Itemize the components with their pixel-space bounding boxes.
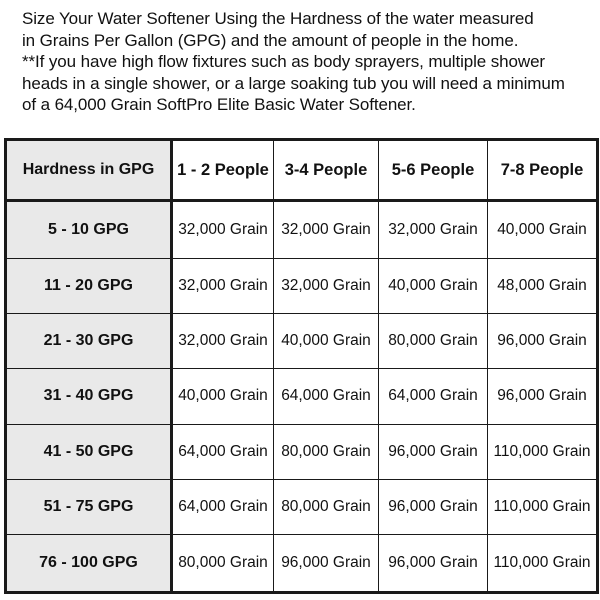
table-cell: 110,000 Grain (488, 534, 598, 592)
header-1-2-people: 1 - 2 People (172, 140, 274, 201)
row-hardness-label: 51 - 75 GPG (6, 479, 172, 534)
softener-sizing-table (4, 138, 599, 594)
intro-line: **If you have high flow fixtures such as body sprayers, multiple shower (22, 52, 545, 71)
header-5-6-people: 5-6 People (379, 140, 488, 201)
sizing-table-container (4, 138, 596, 594)
table-cell: 40,000 Grain (488, 201, 598, 259)
header-7-8-people: 7-8 People (488, 140, 598, 201)
table-cell: 80,000 Grain (379, 314, 488, 369)
table-row (6, 424, 598, 479)
table-row (6, 534, 598, 592)
intro-line: in Grains Per Gallon (GPG) and the amount of people in the home. (22, 30, 519, 50)
table-cell: 110,000 Grain (488, 479, 598, 534)
table-cell: 32,000 Grain (379, 201, 488, 259)
table-cell: 32,000 Grain (274, 201, 379, 259)
table-cell: 64,000 Grain (274, 369, 379, 424)
table-cell: 64,000 Grain (172, 479, 274, 534)
table-cell: 48,000 Grain (488, 259, 598, 314)
intro-line: heads in a single shower, or a large soaking tub you will need a minimum (22, 73, 565, 93)
row-hardness-label: 31 - 40 GPG (6, 369, 172, 424)
table-cell: 64,000 Grain (172, 424, 274, 479)
table-row (6, 314, 598, 369)
table-cell: 80,000 Grain (172, 534, 274, 592)
intro-text (22, 8, 592, 116)
table-cell: 96,000 Grain (488, 369, 598, 424)
table-cell: 64,000 Grain (379, 369, 488, 424)
table-cell: 32,000 Grain (274, 259, 379, 314)
table-header-row (6, 140, 598, 201)
table-cell: 96,000 Grain (488, 314, 598, 369)
table-cell: 32,000 Grain (172, 259, 274, 314)
table-cell: 40,000 Grain (379, 259, 488, 314)
table-cell: 96,000 Grain (274, 534, 379, 592)
table-cell: 96,000 Grain (379, 479, 488, 534)
header-3-4-people: 3-4 People (274, 140, 379, 201)
table-cell: 40,000 Grain (274, 314, 379, 369)
table-row (6, 479, 598, 534)
header-hardness: Hardness in GPG (6, 140, 172, 201)
table-row (6, 259, 598, 314)
row-hardness-label: 5 - 10 GPG (6, 201, 172, 259)
table-row (6, 369, 598, 424)
row-hardness-label: 76 - 100 GPG (6, 534, 172, 592)
table-cell: 80,000 Grain (274, 424, 379, 479)
table-row (6, 201, 598, 259)
row-hardness-label: 41 - 50 GPG (6, 424, 172, 479)
table-cell: 80,000 Grain (274, 479, 379, 534)
intro-line: Size Your Water Softener Using the Hardness of the water measured (22, 9, 534, 28)
table-cell: 96,000 Grain (379, 424, 488, 479)
table-cell: 32,000 Grain (172, 201, 274, 259)
table-cell: 110,000 Grain (488, 424, 598, 479)
row-hardness-label: 21 - 30 GPG (6, 314, 172, 369)
table-cell: 40,000 Grain (172, 369, 274, 424)
table-cell: 32,000 Grain (172, 314, 274, 369)
row-hardness-label: 11 - 20 GPG (6, 259, 172, 314)
table-cell: 96,000 Grain (379, 534, 488, 592)
intro-line: of a 64,000 Grain SoftPro Elite Basic Water Softener. (22, 95, 416, 114)
